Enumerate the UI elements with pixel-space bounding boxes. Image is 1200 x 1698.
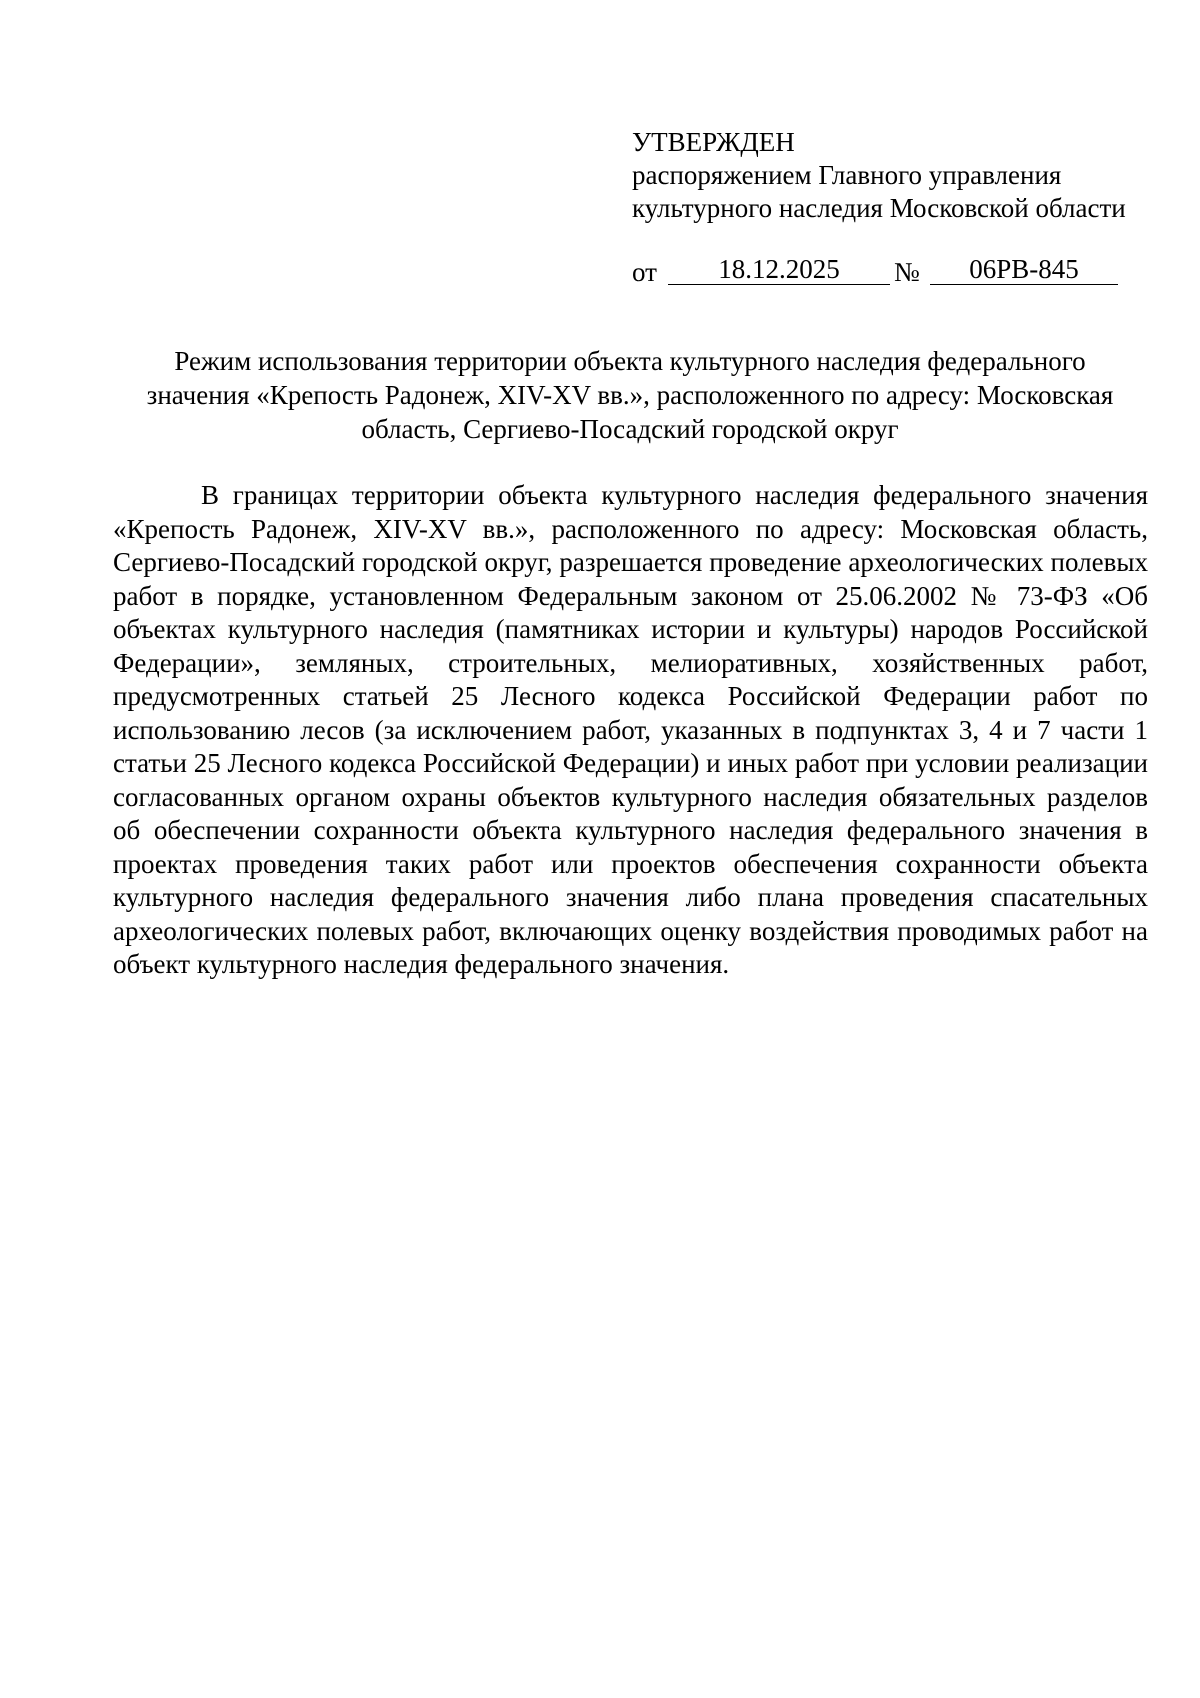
approval-line-1: распоряжением Главного управления xyxy=(632,160,1062,190)
document-title xyxy=(110,344,1150,446)
date-value: 18.12.2025 xyxy=(668,254,890,285)
title-line-1: Режим использования территории объекта культурного наследия федерального xyxy=(174,346,1086,376)
order-details xyxy=(632,254,1152,290)
approval-heading: УТВЕРЖДЕН xyxy=(632,127,795,157)
title-line-3: область, Сергиево-Посадский городской округ xyxy=(361,414,899,444)
number-label: № xyxy=(894,257,920,287)
date-label: от xyxy=(632,257,657,287)
body-paragraph: В границах территории объекта культурного наследия федерального значения «Крепость Радонеж, XIV-XV вв.», расположенного по адресу: Московская область, Сергиево-Посадский городской округ, разрешается проведение археологических полевых работ в порядке, установленном Федеральным законом от 25.06.2002 № 73-ФЗ «Об объектах культурного наследия (памятниках истории и культуры) народов Российской Федерации», земляных, строительных, мелиоративных, хозяйственных работ, предусмотренных статьей 25 Лесного кодекса Российской Федерации работ по использованию лесов (за исключением работ, указанных в подпунктах 3, 4 и 7 части 1 статьи 25 Лесного кодекса Российской Федерации) и иных работ при условии реализации согласованных органом охраны объектов культурного наследия обязательных разделов об обеспечении сохранности объекта культурного наследия федерального значения в проектах проведения таких работ или проектов обеспечения сохранности объекта культурного наследия федерального значения либо плана проведения спасательных археологических полевых работ, включающих оценку воздействия проводимых работ на объект культурного наследия федерального значения. xyxy=(113,480,1148,979)
approval-block xyxy=(632,126,1152,225)
approval-line-2: культурного наследия Московской области xyxy=(632,193,1126,223)
number-value: 06РВ-845 xyxy=(930,254,1118,285)
title-line-2: значения «Крепость Радонеж, XIV-XV вв.», расположенного по адресу: Московская xyxy=(146,380,1114,410)
